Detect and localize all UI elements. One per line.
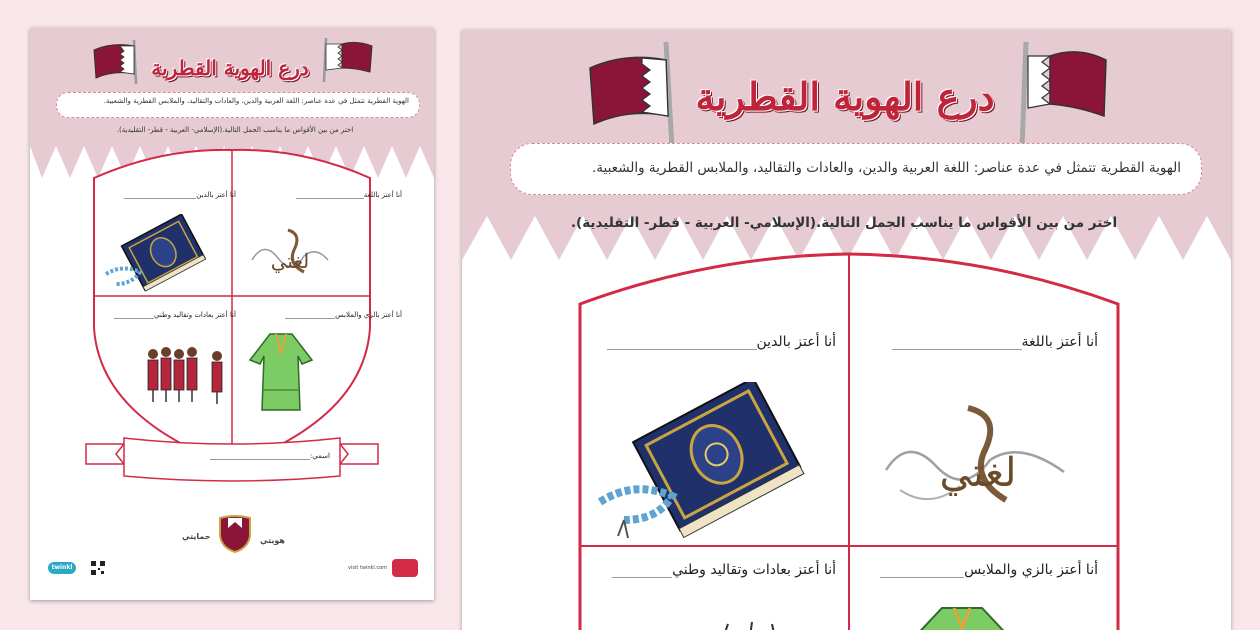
twinkl-logo: twinkl [48,562,76,574]
emblem-protection-label: حمايتي [182,532,211,541]
calligraphy-text: لغتي [270,249,310,273]
worksheet-preview [462,30,1231,630]
intro-text-box: الهوية القطرية تتمثل في عدة عناصر: اللغة العربية والدين، والعادات والتقاليد، والملابس القطرية والشعبية. [56,92,420,118]
instruction-text: اختر من بين الأقواس ما يناسب الجمل التالية.(الإسلامي- العربية - قطر- التقليدية). [116,126,354,134]
worksheet-thumbnail [30,28,434,600]
arabic-calligraphy-icon [244,220,336,290]
arabic-calligraphy-icon [880,390,1074,520]
ardah-dancers-icon [708,616,798,630]
quadrant-clothing-label: أنا أعتز بالزي والملابس [242,311,402,319]
qatar-flag-left-icon [586,38,686,150]
footer-website: visit twinkl.com [348,565,388,571]
intro-text-box: الهوية القطرية تتمثل في عدة عناصر: اللغة العربية والدين، والعادات والتقاليد، والملابس القطرية والشعبية. [510,143,1202,195]
name-field-label: اسمي: [180,452,330,460]
quadrant-clothing-label: أنا أعتز بالزي والملابس [858,562,1098,578]
quadrant-traditions-label: أنا أعتز بعادات وتقاليد وطني [96,311,236,319]
quadrant-religion-label: أنا أعتز بالدين [96,191,236,199]
qatar-flag-right-icon [1010,38,1110,150]
instruction-text: اختر من بين الأقواس ما يناسب الجمل التالية.(الإسلامي- العربية - قطر- التقليدية). [570,215,1118,231]
quran-prayer-beads-icon [102,214,214,296]
quadrant-traditions-label: أنا أعتز بعادات وتقاليد وطني [590,562,836,578]
ardah-dancers-icon [136,340,236,410]
quadrant-language-label: أنا أعتز باللغة [242,191,402,199]
quadrant-religion-label: أنا أعتز بالدين [590,334,836,350]
quadrant-language-label: أنا أعتز باللغة [858,334,1098,350]
calligraphy-text: لغتي [939,450,1017,496]
qatar-emblem-shield-icon [218,514,252,554]
quran-prayer-beads-icon [594,382,814,542]
traditional-dress-icon [902,602,1022,630]
qr-code-icon [90,560,106,576]
worksheet-title: درع الهوية القطرية [151,56,309,80]
footer-badge-icon [392,559,418,577]
traditional-dress-icon [246,330,316,414]
worksheet-title: درع الهوية القطرية [695,74,995,119]
emblem-identity-label: هويتي [260,536,285,545]
